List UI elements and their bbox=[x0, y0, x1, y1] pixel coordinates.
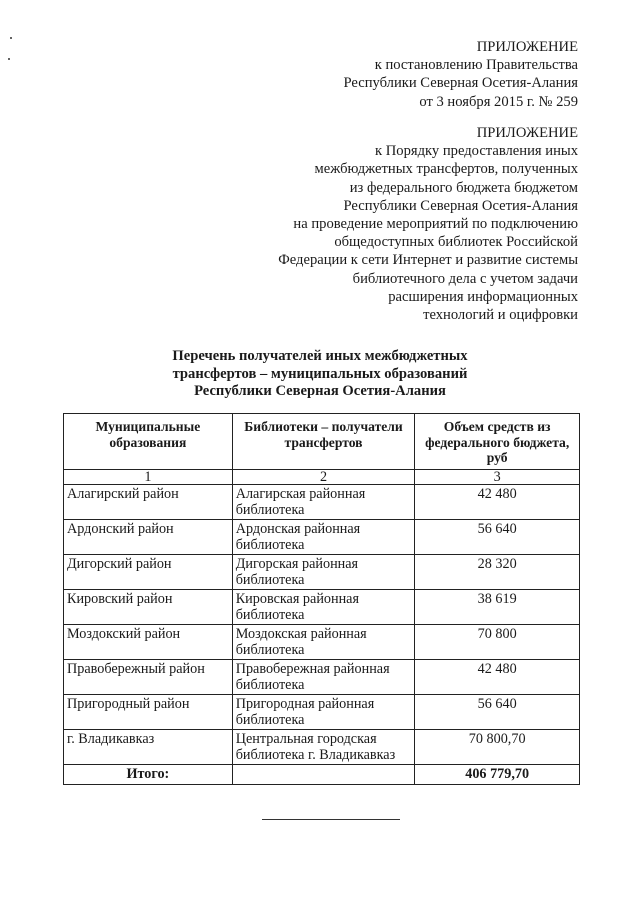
header-line: межбюджетных трансфертов, полученных bbox=[314, 161, 578, 178]
header-line: библиотечного дела с учетом задачи bbox=[352, 270, 578, 287]
municipality-cell: Пригородный район bbox=[64, 694, 233, 729]
amount-cell: 70 800 bbox=[415, 624, 580, 659]
amount-cell: 38 619 bbox=[415, 589, 580, 624]
column-number-row bbox=[64, 469, 580, 484]
table-row bbox=[64, 519, 580, 554]
column-number: 2 bbox=[232, 469, 415, 484]
closing-rule bbox=[262, 819, 400, 820]
total-empty-cell bbox=[232, 764, 415, 784]
header-line: от 3 ноября 2015 г. № 259 bbox=[419, 93, 578, 110]
header-line: из федерального бюджета бюджетом bbox=[349, 179, 578, 196]
table-row bbox=[64, 484, 580, 519]
library-cell: Пригородная районная библиотека bbox=[232, 694, 415, 729]
title-line: Перечень получателей иных межбюджетных bbox=[172, 348, 468, 364]
municipality-cell: Дигорский район bbox=[64, 554, 233, 589]
header-line: Республики Северная Осетия-Алания bbox=[343, 75, 578, 92]
header-line: ПРИЛОЖЕНИЕ bbox=[476, 125, 578, 141]
amount-cell: 56 640 bbox=[415, 694, 580, 729]
table-row bbox=[64, 554, 580, 589]
library-cell: Правобережная районная библиотека bbox=[232, 659, 415, 694]
header-line: общедоступных библиотек Российской bbox=[334, 234, 578, 251]
header-line: к постановлению Правительства bbox=[374, 57, 578, 74]
amount-cell: 70 800,70 bbox=[415, 729, 580, 764]
header-line: расширения информационных bbox=[388, 288, 578, 305]
column-header-municipality: Муниципальные образования bbox=[64, 414, 233, 470]
amount-cell: 28 320 bbox=[415, 554, 580, 589]
header-line: к Порядку предоставления иных bbox=[375, 143, 578, 160]
municipality-cell: Моздокский район bbox=[64, 624, 233, 659]
document-title bbox=[0, 348, 640, 401]
table-row bbox=[64, 659, 580, 694]
municipality-cell: Правобережный район bbox=[64, 659, 233, 694]
amount-cell: 42 480 bbox=[415, 659, 580, 694]
header-line: Республики Северная Осетия-Алания bbox=[343, 197, 578, 214]
table-header-row bbox=[64, 414, 580, 470]
municipality-cell: Алагирский район bbox=[64, 484, 233, 519]
appendix-header-decree bbox=[343, 38, 578, 111]
header-line: Федерации к сети Интернет и развитие системы bbox=[278, 252, 578, 269]
header-line: технологий и оцифровки bbox=[423, 307, 578, 324]
library-cell: Моздокская районная библиотека bbox=[232, 624, 415, 659]
header-line: ПРИЛОЖЕНИЕ bbox=[476, 39, 578, 55]
total-row bbox=[64, 764, 580, 784]
column-number: 1 bbox=[64, 469, 233, 484]
library-cell: Дигорская районная библиотека bbox=[232, 554, 415, 589]
appendix-header-procedure bbox=[278, 124, 578, 324]
total-value: 406 779,70 bbox=[415, 764, 580, 784]
library-cell: Центральная городская библиотека г. Владикавказ bbox=[232, 729, 415, 764]
municipality-cell: Ардонский район bbox=[64, 519, 233, 554]
table-row bbox=[64, 624, 580, 659]
scan-speck bbox=[10, 37, 12, 39]
table-row bbox=[64, 729, 580, 764]
scan-speck bbox=[8, 58, 10, 60]
column-header-amount: Объем средств из федерального бюджета, руб bbox=[415, 414, 580, 470]
title-line: трансфертов – муниципальных образований bbox=[172, 365, 468, 382]
library-cell: Ардонская районная библиотека bbox=[232, 519, 415, 554]
recipients-table bbox=[63, 413, 580, 785]
amount-cell: 42 480 bbox=[415, 484, 580, 519]
amount-cell: 56 640 bbox=[415, 519, 580, 554]
header-line: на проведение мероприятий по подключению bbox=[293, 216, 578, 233]
library-cell: Кировская районная библиотека bbox=[232, 589, 415, 624]
municipality-cell: г. Владикавказ bbox=[64, 729, 233, 764]
column-header-library: Библиотеки – получатели трансфертов bbox=[232, 414, 415, 470]
table-row bbox=[64, 694, 580, 729]
library-cell: Алагирская районная библиотека bbox=[232, 484, 415, 519]
title-line: Республики Северная Осетия-Алания bbox=[194, 383, 446, 399]
column-number: 3 bbox=[415, 469, 580, 484]
municipality-cell: Кировский район bbox=[64, 589, 233, 624]
table-row bbox=[64, 589, 580, 624]
total-label: Итого: bbox=[64, 764, 233, 784]
